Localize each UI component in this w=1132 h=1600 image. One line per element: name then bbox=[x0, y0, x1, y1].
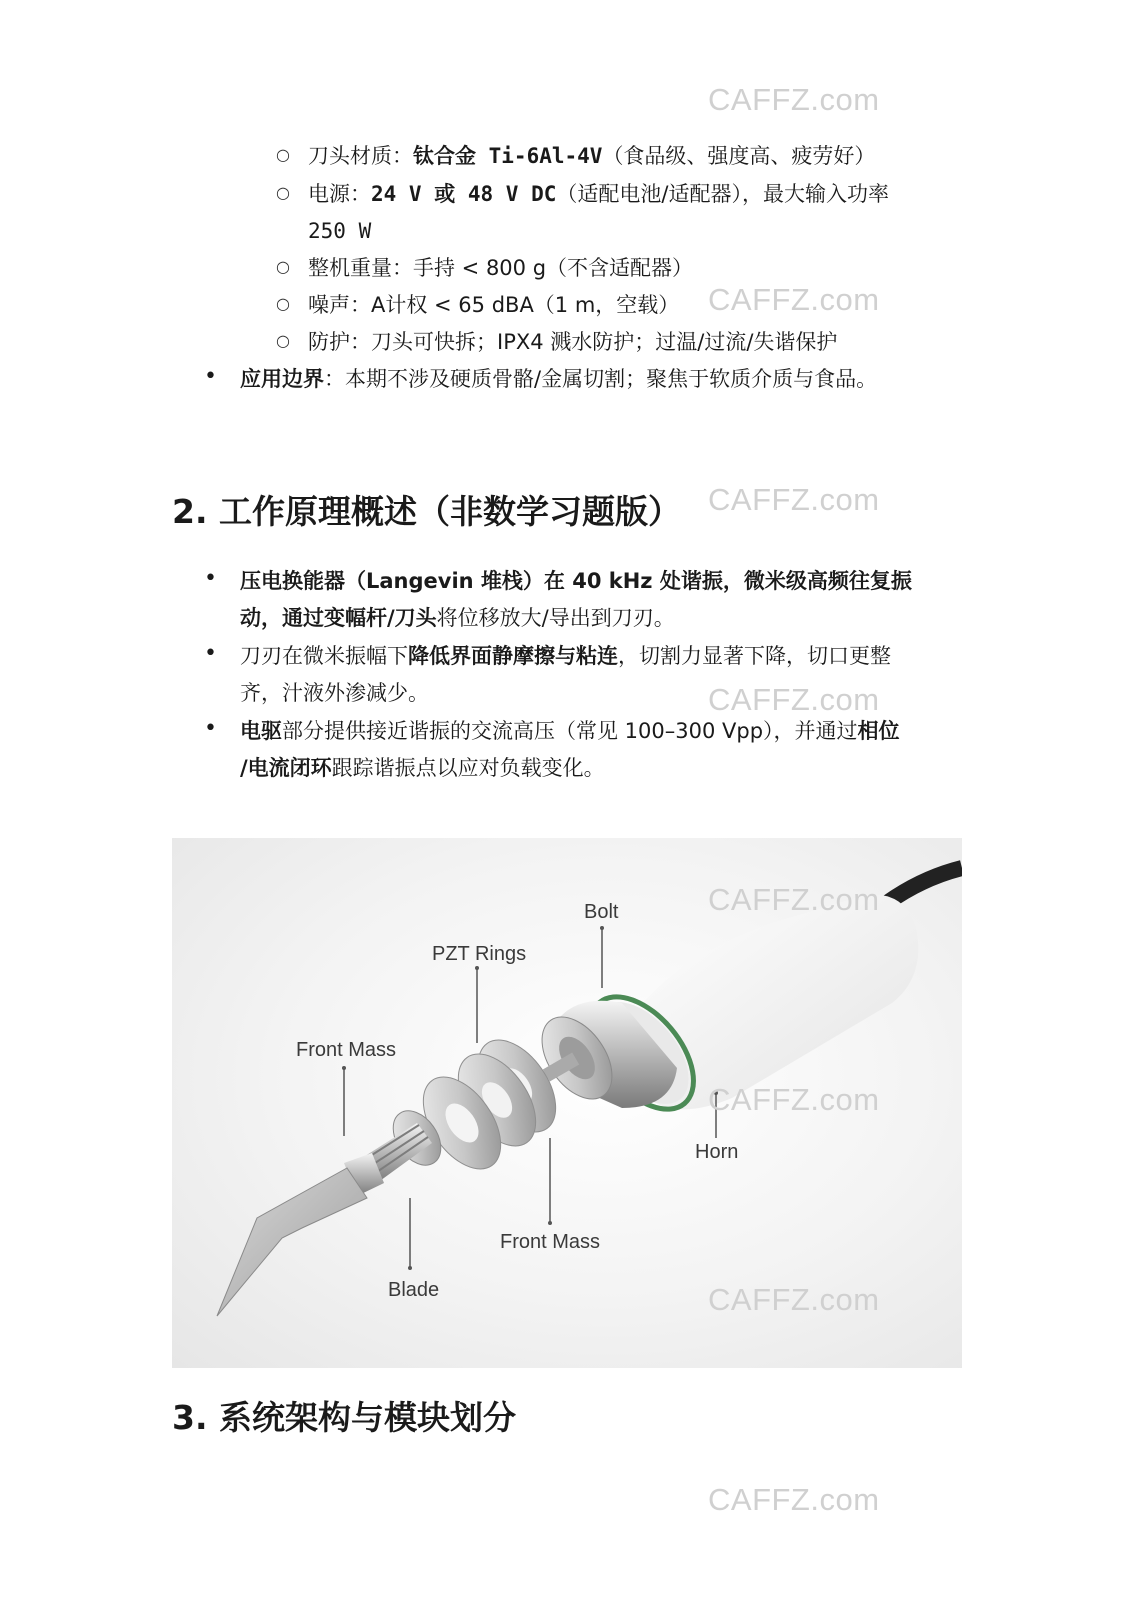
watermark: CAFFZ.com bbox=[708, 282, 880, 317]
spec-item-weight: 整机重量：手持 < 800 g（不含适配器） bbox=[308, 256, 694, 280]
watermark: CAFFZ.com bbox=[708, 482, 880, 517]
bullet-circle-icon: ○ bbox=[276, 183, 290, 202]
watermark: CAFFZ.com bbox=[708, 682, 880, 717]
watermark: CAFFZ.com bbox=[708, 82, 880, 117]
section-3-title: 3. 系统架构与模块划分 bbox=[172, 1398, 516, 1437]
label-horn: Horn bbox=[695, 1141, 739, 1163]
principle-bullet-1: 压电换能器（Langevin 堆栈）在 40 kHz 处谐振，微米级高频往复振 动，通过变幅杆/刀头将位移放大/导出到刀刃。 bbox=[240, 569, 912, 630]
spec-item-noise: 噪声：A计权 < 65 dBA（1 m，空载） bbox=[308, 293, 680, 317]
watermark: CAFFZ.com bbox=[708, 882, 880, 917]
spec-item-material: 刀头材质：钛合金 Ti-6Al-4V（食品级、强度高、疲劳好） bbox=[308, 144, 876, 168]
label-front-mass-bottom: Front Mass bbox=[500, 1231, 601, 1253]
bullet-circle-icon: ○ bbox=[276, 257, 290, 276]
section-2-title: 2. 工作原理概述（非数学习题版） bbox=[172, 492, 681, 531]
spec-item-protection: 防护：刀头可快拆；IPX4 溅水防护；过温/过流/失谐保护 bbox=[308, 330, 838, 354]
principle-bullet-2: 刀刃在微米振幅下降低界面静摩擦与粘连，切割力显著下降，切口更整 齐，汁液外渗减少。 bbox=[240, 644, 891, 705]
bullet-dot-icon: • bbox=[204, 641, 217, 666]
principle-bullet-3: 电驱部分提供接近谐振的交流高压（常见 100–300 Vpp），并通过相位 /电流闭环跟踪谐振点以应对负载变化。 bbox=[240, 719, 900, 780]
watermark: CAFFZ.com bbox=[708, 1282, 880, 1317]
cable bbox=[887, 868, 962, 903]
bullet-dot-icon: • bbox=[204, 716, 217, 741]
bullet-circle-icon: ○ bbox=[276, 331, 290, 350]
label-bolt: Bolt bbox=[584, 901, 619, 923]
boundary-item: 应用边界：本期不涉及硬质骨骼/金属切割；聚焦于软质介质与食品。 bbox=[240, 367, 878, 391]
bullet-dot-icon: • bbox=[204, 566, 217, 591]
blade-part bbox=[217, 1168, 367, 1316]
spec-item-power: 电源：24 V 或 48 V DC（适配电池/适配器），最大输入功率 250 W bbox=[308, 182, 889, 243]
bullet-circle-icon: ○ bbox=[276, 294, 290, 313]
label-front-mass-top: Front Mass bbox=[296, 1039, 397, 1061]
watermark: CAFFZ.com bbox=[708, 1082, 880, 1117]
bullet-dot-icon: • bbox=[204, 364, 217, 389]
watermark: CAFFZ.com bbox=[708, 1482, 880, 1517]
label-pzt-rings: PZT Rings bbox=[432, 943, 527, 965]
bullet-circle-icon: ○ bbox=[276, 145, 290, 164]
label-blade: Blade bbox=[388, 1279, 440, 1301]
